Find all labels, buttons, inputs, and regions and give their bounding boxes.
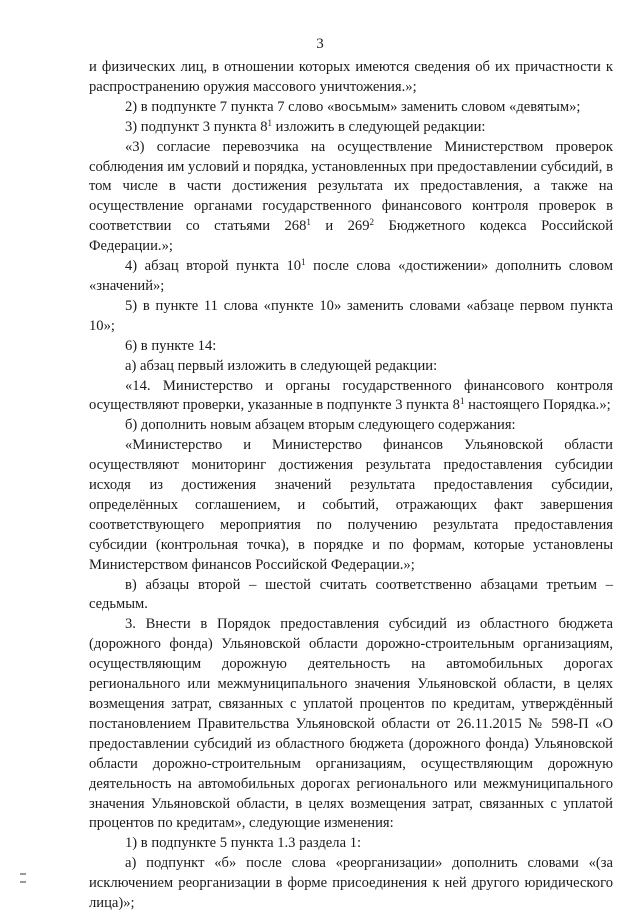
paragraph: б) дополнить новым абзацем вторым следующего содержания: xyxy=(125,417,516,434)
page-number: 3 xyxy=(316,36,324,52)
paragraph: 3) подпункт 3 пункта $8^1$ изложить в следующей редакции: xyxy=(125,117,486,135)
paragraph: а) подпункт «б» после слова «реорганизации» дополнить словами «(за исключением реорганизации в форме присоединения к ней другого юридического лица)»; xyxy=(89,855,613,912)
scan-mark xyxy=(20,881,26,883)
superscript: 2 xyxy=(369,217,375,228)
paragraph: в) абзацы второй – шестой считать соответственно абзацами третьим – седьмым. xyxy=(89,576,613,613)
paragraph: и физических лиц, в отношении которых имеются сведения об их причастности к распространению оружия массового уничтожения.»; xyxy=(89,59,613,95)
superscript: 1 xyxy=(267,117,272,128)
paragraph: 3. Внести в Порядок предоставления субсидий из областного бюджета (дорожного фонда) Ульяновской области дорожно-строительным организациям, осуществляющим дорожную деятельность на автомобильных дорогах регионального или межмуниципального значения Ульяновской области, в целях возмещения затрат, связанных с уплатой процентов по кредитам, утверждённый постановлением Правительства Ульяновской области от 26.11.2015 № 598-П «О предоставлении субсидий из областного бюджета (дорожного фонда) Ульяновской области дорожно-строительным организациям, осуществляющим дорожную деятельность на автомобильных дорогах регионального или межмуниципального значения Ульяновской области, в целях возмещения затрат, связанных с уплатой процентов по кредитам», следующие изменения: xyxy=(89,616,613,832)
document-body xyxy=(89,58,613,914)
paragraph: 2) в подпункте 7 пункта 7 слово «восьмым» заменить словом «девятым»; xyxy=(125,98,581,115)
paragraph: «Министерство и Министерство финансов Ульяновской области осуществляют мониторинг достижения результата предоставления субсидии исходя из достижения значений результата предоставления субсидии, определённых соглашением, и событий, отражающих факт завершения соответствующего мероприятия по получению результата предоставления субсидии (контрольная точка), в порядке и по формам, которые установлены Министерством финансов Российской Федерации.»; xyxy=(89,437,613,573)
paragraph: «14. Министерство и органы государственного финансового контроля осуществляют проверки, указанные в подпункте 3 пункта $8^1$ настоящего Порядка.»; xyxy=(89,377,613,414)
paragraph: 4) абзац второй пункта $10^1$ после слова «достижении» дополнить словом «значений»; xyxy=(89,257,614,294)
paragraph: 1) в подпункте 5 пункта 1.3 раздела 1: xyxy=(125,835,362,852)
paragraph: 5) в пункте 11 слова «пункте 10» заменить словами «абзаце первом пункта 10»; xyxy=(89,297,613,334)
superscript: 1 xyxy=(301,257,306,268)
paragraph: а) абзац первый изложить в следующей редакции: xyxy=(125,357,438,374)
superscript: 1 xyxy=(306,217,311,228)
paragraph: «3) согласие перевозчика на осуществление Министерством проверок соблюдения им условий и порядка, установленных при предоставлении субсидий, в том числе в части достижения результата их предоставления, а также на осуществление органами государственного финансового контроля проверок в соответствии со статьями $268^1$ и $269^2$ Бюджетного кодекса Российской Федерации.»; xyxy=(89,138,614,255)
superscript: 1 xyxy=(459,396,465,407)
scan-mark xyxy=(20,873,26,875)
paragraph: 6) в пункте 14: xyxy=(125,337,217,354)
